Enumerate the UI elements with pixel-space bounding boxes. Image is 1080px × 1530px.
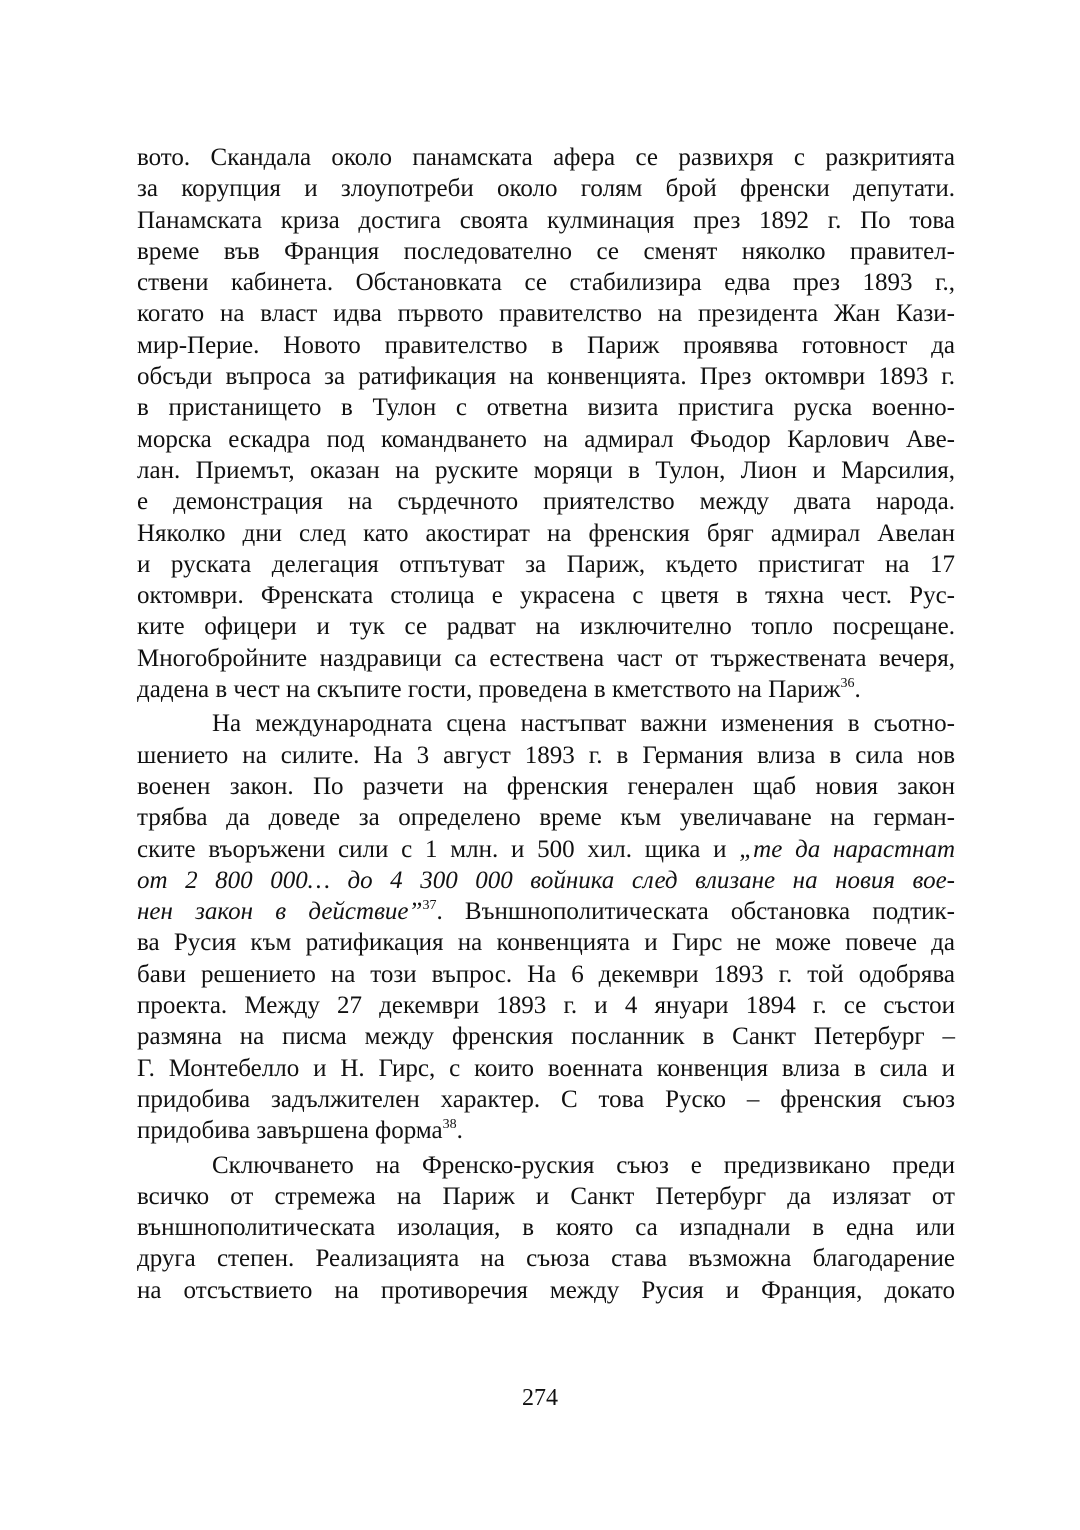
text-line: за корупция и злоупотреби около голям брой френски депутати. — [137, 175, 955, 203]
text-line: когато на власт идва първото правителство на президента Жан Кази- — [137, 300, 955, 328]
text-line: На международната сцена настъпват важни изменения в съотно- — [212, 710, 955, 738]
paragraph-3 — [137, 1150, 955, 1306]
text-run: . Външнополитическата обстановка подтик- — [436, 898, 956, 926]
paragraph-2 — [137, 708, 955, 1146]
text-line: Г. Монтебелло и Н. Гирс, с които военната конвенция влиза в сила и — [137, 1054, 955, 1082]
text-line: морска ескадра под командването на адмирал Фьодор Карлович Аве- — [137, 425, 955, 453]
text-run: . — [456, 1117, 463, 1145]
paragraph-1 — [137, 142, 955, 705]
quote-italic: „те да нарастнат — [739, 835, 955, 863]
text-line: вото. Скандала около панамската афера се развихря с разкритията — [137, 144, 955, 171]
text-line: проекта. Между 27 декември 1893 г. и 4 януари 1894 г. се състои — [137, 992, 955, 1020]
text-line: придобива задължителен характер. С това Руско – френския съюз — [137, 1085, 955, 1113]
text-line: всичко от стремежа на Париж и Санкт Петербург да излязат от — [137, 1182, 955, 1210]
text-line: е демонстрация на сърдечното приятелство между двата народа. — [137, 488, 955, 516]
text-run: . — [854, 676, 861, 704]
text-line: лан. Приемът, оказан на руските моряци в Тулон, Лион и Марсилия, — [137, 456, 955, 484]
text-line: размяна на писма между френския посланник в Санкт Петербург – — [137, 1023, 955, 1051]
text-run: ските въоръжени сили с 1 млн. и 500 хил. щика и — [137, 835, 727, 863]
footnote-ref-37[interactable]: 37 — [422, 898, 437, 914]
text-line: външнополитическата изолация, в която са изпаднали в една или — [137, 1214, 955, 1242]
text-line: ките офицери и тук се радват на изключително топло посрещане. — [137, 613, 955, 641]
quote-italic: от 2 800 000… до 4 300 000 войника след влизане на новия вое- — [137, 866, 955, 894]
text-line: Няколко дни след като акостират на френския бряг адмирал Авелан — [137, 519, 955, 547]
text-line: трябва да доведе за определено време към увеличаване на герман- — [137, 804, 955, 832]
text-line — [137, 865, 955, 896]
footnote-ref-38[interactable]: 38 — [442, 1117, 457, 1133]
text-line — [137, 896, 955, 927]
text-line: мир-Перие. Новото правителство в Париж проявява готовност да — [137, 331, 955, 359]
quote-italic: нен закон в действие” — [137, 898, 423, 926]
footnote-ref-36[interactable]: 36 — [840, 676, 855, 692]
text-line: друга степен. Реализацията на съюза става възможна благодарение — [137, 1245, 955, 1273]
text-line: октомври. Френската столица е украсена с цветя в тяхна чест. Рус- — [137, 582, 955, 610]
text-line: време във Франция последователно се сменят няколко правител- — [137, 237, 955, 265]
text-line: Панамската криза достига своята кулминация през 1892 г. По това — [137, 206, 955, 234]
text-line: Многобройните наздравици са естествена част от тържествената вечеря, — [137, 644, 955, 672]
page-number: 274 — [522, 1385, 558, 1411]
text-line — [137, 674, 955, 705]
text-line: обсъди въпроса за ратификация на конвенцията. През октомври 1893 г. — [137, 363, 955, 391]
text-line: ва Русия към ратификация на конвенцията и Гирс не може повече да — [137, 929, 955, 957]
text-line: ствени кабинета. Обстановката се стабилизира едва през 1893 г., — [137, 269, 955, 297]
text-run: дадена в чест на скъпите гости, проведена в кметството на Париж — [137, 676, 841, 704]
text-line: на отсъствието на противоречия между Русия и Франция, докато — [137, 1276, 955, 1304]
text-line: шението на силите. На 3 август 1893 г. в Германия влиза в сила нов — [137, 741, 955, 769]
text-run: придобива завършена форма — [137, 1117, 443, 1145]
text-line — [137, 1115, 955, 1146]
text-line: военен закон. По разчети на френския генерален щаб новия закон — [137, 772, 955, 800]
text-line: бави решението на този въпрос. На 6 декември 1893 г. той одобрява — [137, 960, 955, 988]
text-line: Сключването на Френско-руския съюз е предизвикано преди — [212, 1151, 955, 1179]
text-line: в пристанището в Тулон с ответна визита пристига руска военно- — [137, 394, 955, 422]
text-line: и руската делегация отпътуват за Париж, където пристигат на 17 — [137, 550, 955, 578]
text-line — [137, 834, 955, 865]
body-text — [137, 142, 955, 1306]
